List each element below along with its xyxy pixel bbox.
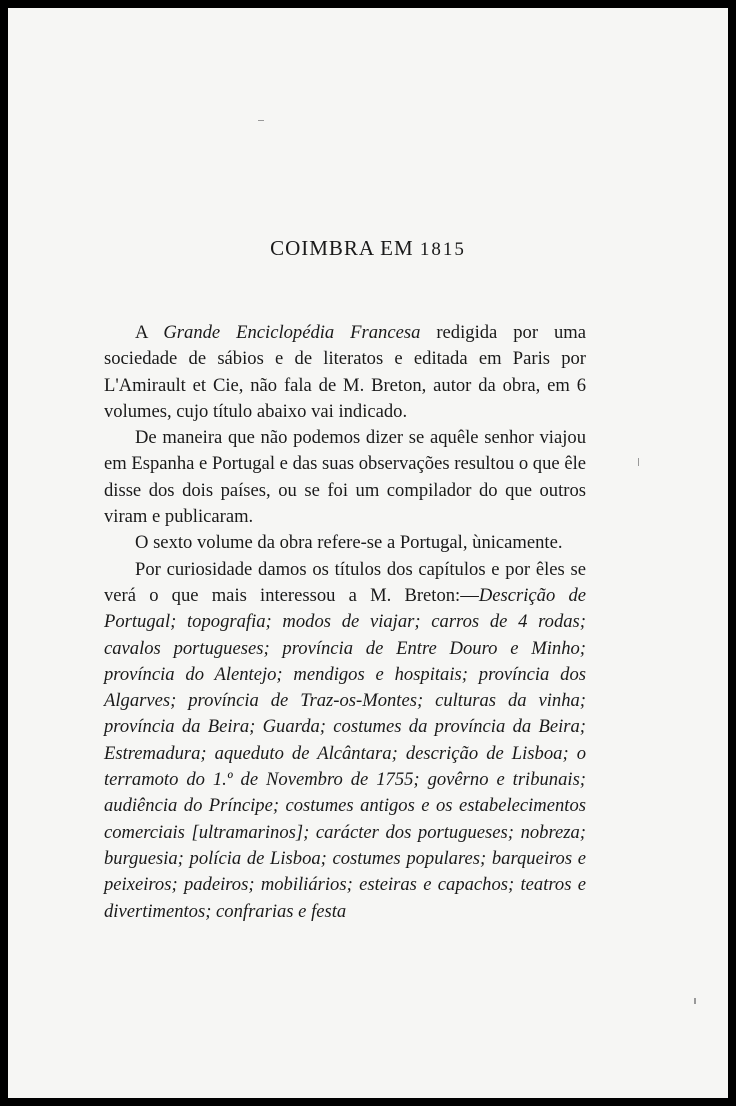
body-text xyxy=(104,320,586,925)
paragraph-3: O sexto volume da obra refere-se a Portugal, ùnicamente. xyxy=(135,532,563,554)
paragraph-2: De maneira que não podemos dizer se aquêle senhor viajou em Espanha e Portugal e das suas observações resultou o que êle disse dos dois países, ou se foi um compilador do que outros viram e publicaram. xyxy=(104,427,586,528)
scan-mark xyxy=(694,998,696,1004)
paragraph-4: Por curiosidade damos os títulos dos capítulos e por êles se verá o que mais interessou a M. Breton:—Descrição de Portugal; topografia; modos de viajar; carros de 4 rodas; cavalos portugueses; província de Entre Douro e Minho; província do Alentejo; mendigos e hospitais; província dos Algarves; província de Traz-os-Montes; culturas da vinha; província da Beira; Guarda; costumes da província da Beira; Estremadura; aqueduto de Alcântara; descrição de Lisboa; o terramoto do 1.º de Novembro de 1755; govêrno e tribunais; audiência do Príncipe; costumes antigos e os estabelecimentos comerciais [ultramarinos]; carácter dos portugueses; nobreza; burguesia; polícia de Lisboa; costumes populares; barqueiros e peixeiros; padeiros; mobiliários; esteiras e capachos; teatros e divertimentos; confrarias e festa xyxy=(104,558,586,922)
page-title xyxy=(8,236,728,261)
document-page xyxy=(8,8,728,1098)
scan-mark xyxy=(638,458,639,466)
title-year: 1815 xyxy=(419,239,466,260)
paragraph-1: A Grande Enciclopédia Francesa redigida por uma sociedade de sábios e de literatos e editada em Paris por L'Amirault et Cie, não fala de M. Breton, autor da obra, em 6 volumes, cujo título abaixo vai indicado. xyxy=(104,322,586,422)
scan-mark xyxy=(258,120,264,121)
title-text: COIMBRA EM xyxy=(270,236,414,260)
